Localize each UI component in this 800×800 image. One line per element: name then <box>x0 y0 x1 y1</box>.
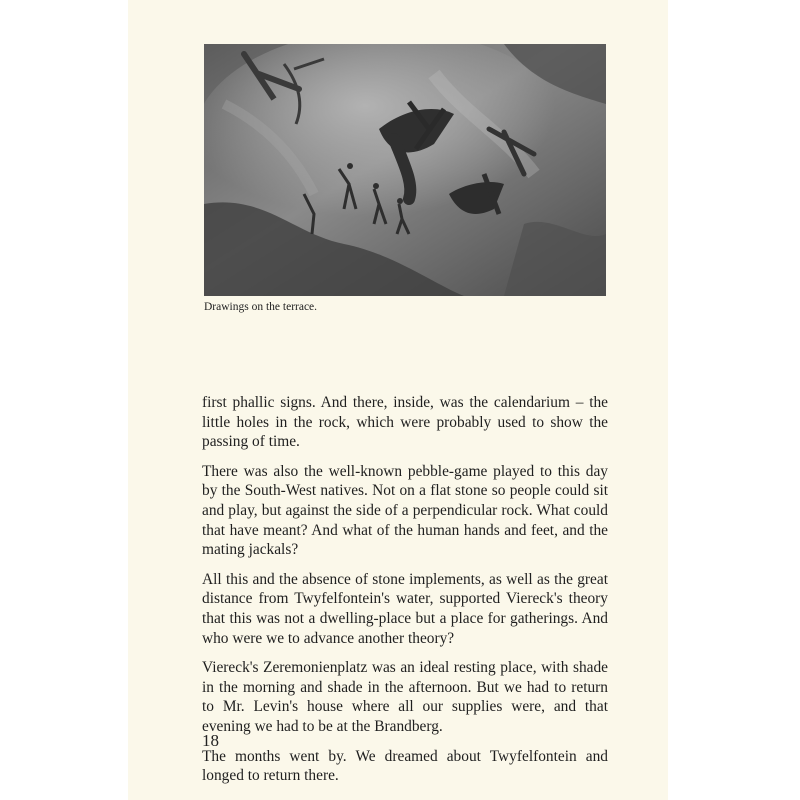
book-page <box>128 0 668 800</box>
paragraph: There was also the well-known pebble-game played to this day by the South-West natives. Not on a flat stone so people could sit and play, but against the side of a perpendicular rock. What could that have meant? And what of the human hands and feet, and the mating jackals? <box>202 462 608 559</box>
rock-painting-photo <box>204 44 606 296</box>
paragraph: The months went by. We dreamed about Twyfelfontein and longed to return there. <box>202 747 608 785</box>
paragraph: All this and the absence of stone implements, as well as the great distance from Twyfelfontein's water, supported Viereck's theory that this was not a dwelling-place but a place for gatherings. And who were we to advance another theory? <box>202 570 608 647</box>
page-number: 18 <box>202 731 219 750</box>
photo-caption: Drawings on the terrace. <box>204 301 318 313</box>
paragraph: first phallic signs. And there, inside, was the calendarium – the little holes in the rock, which were probably used to show the passing of time. <box>202 394 608 451</box>
body-text <box>202 393 608 796</box>
paragraph: Viereck's Zeremonienplatz was an ideal resting place, with shade in the morning and shade in the afternoon. But we had to return to Mr. Levin's house where all our supplies were, and that evening we had to be at the Brandberg. <box>202 659 608 735</box>
